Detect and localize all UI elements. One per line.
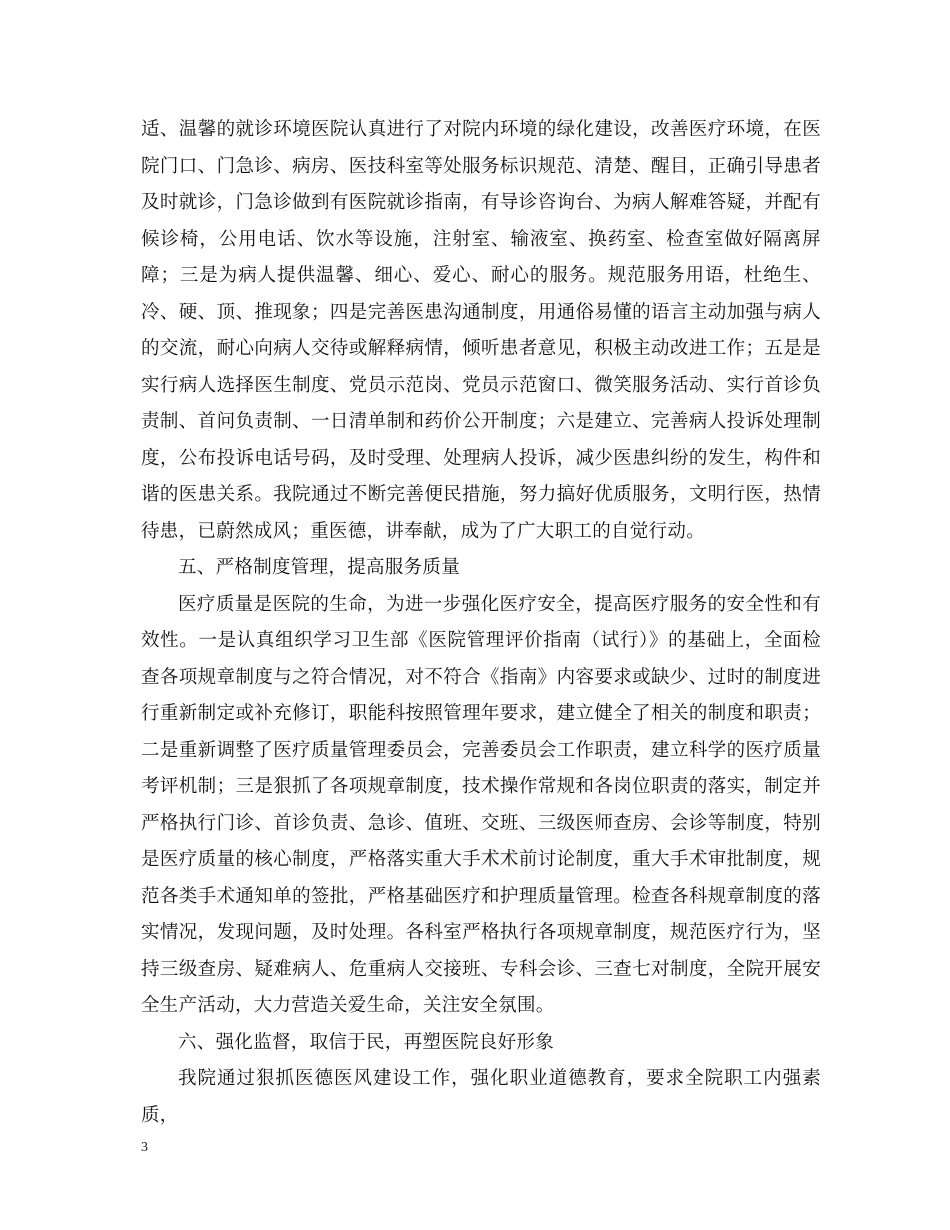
page-number: 3 [141, 1140, 148, 1155]
paragraph-medical-quality: 医疗质量是医院的生命，为进一步强化医疗安全，提高医疗服务的安全性和有效性。一是认真组织学习卫生部《医院管理评价指南（试行）》的基础上，全面检查各项规章制度与之符合情况，对不符合《指南》内容要求或缺少、过时的制度进行重新制定或补充修订，职能科按照管理年要求，建立健全了相关的制度和职责；二是重新调整了医疗质量管理委员会，完善委员会工作职责，建立科学的医疗质量考评机制；三是狠抓了各项规章制度，技术操作常规和各岗位职责的落实，制定并严格执行门诊、首诊负责、急诊、值班、交班、三级医师查房、会诊等制度，特别是医疗质量的核心制度，严格落实重大手术术前讨论制度，重大手术审批制度，规范各类手术通知单的签批，严格基础医疗和护理质量管理。检查各科规章制度的落实情况，发现问题，及时处理。各科室严格执行各项规章制度，规范医疗行为，坚持三级查房、疑难病人、危重病人交接班、专科会诊、三查七对制度，全院开展安全生产活动，大力营造关爱生命，关注安全氛围。 [141, 593, 821, 1016]
section-heading-six: 六、强化监督，取信于民，再塑医院良好形象 [178, 1031, 555, 1053]
paragraph-continued-service-environment: 适、温馨的就诊环境医院认真进行了对院内环境的绿化建设，改善医疗环境，在医院门口、门急诊、病房、医技科室等处服务标识规范、清楚、醒目，正确引导患者及时就诊，门急诊做到有医院就诊指南，有导诊咨询台、为病人解难答疑，并配有候诊椅，公用电话、饮水等设施，注射室、输液室、换药室、检查室做好隔离屏障；三是为病人提供温馨、细心、爱心、耐心的服务。规范服务用语，杜绝生、冷、硬、顶、推现象；四是完善医患沟通制度，用通俗易懂的语言主动加强与病人的交流，耐心向病人交待或解释病情，倾听患者意见，积极主动改进工作；五是是实行病人选择医生制度、党员示范岗、党员示范窗口、微笑服务活动、实行首诊负责制、首问负责制、一日清单制和药价公开制度；六是建立、完善病人投诉处理制度，公布投诉电话号码，及时受理、处理病人投诉，减少医患纠纷的发生，构件和谐的医患关系。我院通过不断完善便民措施，努力搞好优质服务，文明行医，热情待患，已蔚然成风；重医德，讲奉献，成为了广大职工的自觉行动。 [141, 119, 821, 542]
paragraph-medical-ethics: 我院通过狠抓医德医风建设工作，强化职业道德教育，要求全院职工内强素质， [141, 1068, 821, 1126]
section-heading-five: 五、严格制度管理，提高服务质量 [178, 557, 461, 578]
document-body [141, 112, 821, 1134]
